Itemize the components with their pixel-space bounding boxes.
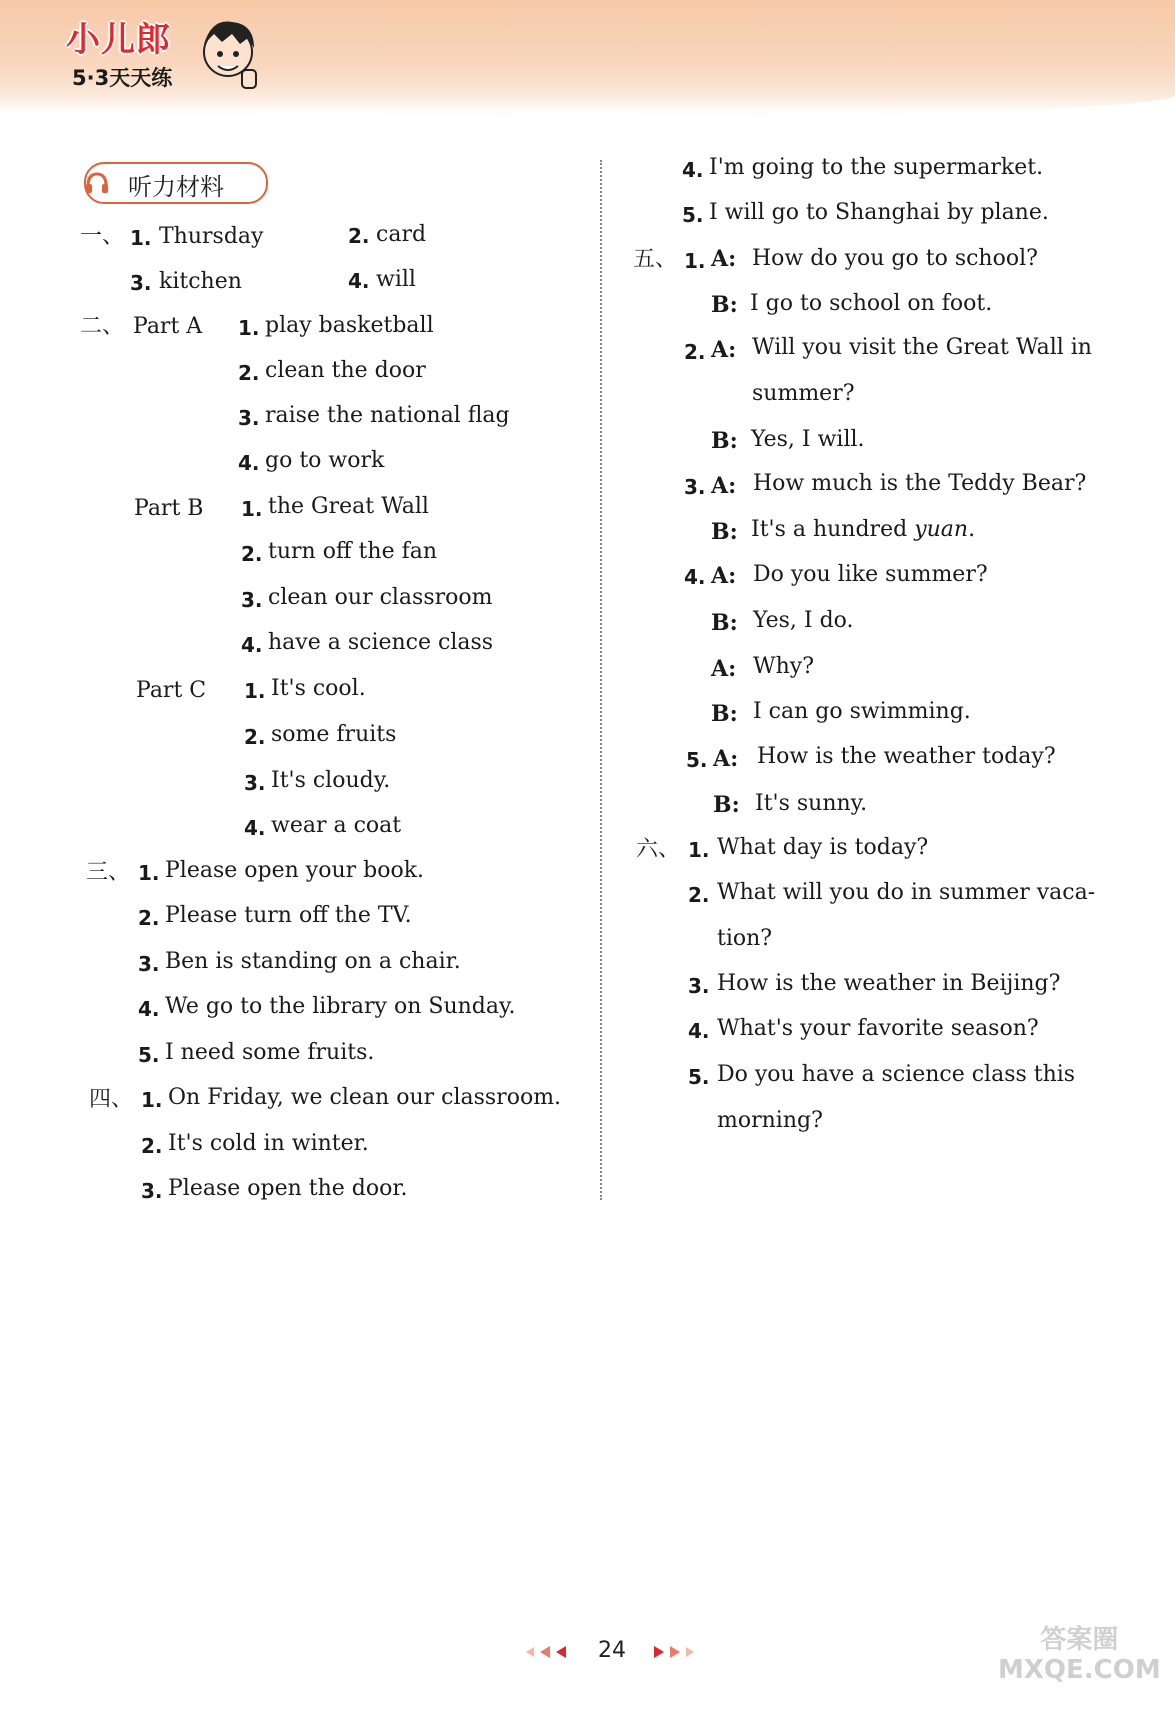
item-text: I'm going to the supermarket. (709, 155, 1044, 180)
column-divider (600, 160, 602, 1200)
item-number: 3. (688, 974, 710, 998)
item-number: 5. (138, 1043, 160, 1067)
speaker-label: A: (711, 246, 737, 272)
item-number: 2. (238, 361, 260, 385)
item-number: 4. (241, 633, 263, 657)
item-text: the Great Wall (268, 494, 429, 519)
logo-title: 小儿郎 (66, 20, 171, 60)
item-text: We go to the library on Sunday. (165, 994, 516, 1019)
speaker-label: A: (711, 563, 737, 589)
speaker-label: A: (711, 337, 737, 363)
section-marker: 四、 (89, 1087, 134, 1112)
section-marker: 六、 (636, 837, 681, 862)
item-number: 4. (682, 158, 704, 182)
item-text: It's cold in winter. (168, 1131, 369, 1156)
page-number: 24 (598, 1638, 626, 1663)
logo-subtitle: 5·3天天练 (72, 66, 173, 90)
item-number: 4. (688, 1019, 710, 1043)
dialogue-text: Will you visit the Great Wall in (752, 335, 1092, 360)
item-text: turn off the fan (268, 539, 438, 564)
speaker-label: A: (711, 656, 737, 682)
dialogue-text: How much is the Teddy Bear? (753, 471, 1087, 496)
speaker-label: B: (711, 610, 738, 636)
dialogue-text: It's a hundred (751, 517, 908, 542)
speaker-label: B: (713, 792, 740, 818)
item-text: raise the national flag (265, 403, 510, 428)
item-text: card (376, 222, 427, 247)
dialogue-text: Yes, I will. (751, 427, 865, 452)
speaker-label: A: (711, 473, 737, 499)
item-text: clean our classroom (268, 585, 493, 610)
item-number: 5. (688, 1065, 710, 1089)
part-label: Part C (136, 678, 207, 703)
item-number: 3. (238, 406, 260, 430)
sentence-end: . (968, 517, 976, 542)
part-label: Part B (134, 496, 204, 521)
item-number: 5. (682, 203, 704, 227)
item-number: 4. (238, 451, 260, 475)
item-number: 1. (141, 1088, 163, 1112)
item-text: I need some fruits. (165, 1040, 375, 1065)
item-number: 4. (348, 269, 370, 293)
item-number: 1. (238, 316, 260, 340)
dialogue-text: How is the weather today? (757, 744, 1056, 769)
dialogue-text: Yes, I do. (753, 608, 854, 633)
item-number: 3. (141, 1179, 163, 1203)
watermark-line: 答案圈 (1040, 1625, 1119, 1655)
dialogue-text: I can go swimming. (753, 699, 971, 724)
item-number: 5. (686, 748, 708, 772)
item-text: Please open the door. (168, 1176, 408, 1201)
item-number: 1. (241, 497, 263, 521)
item-text: What will you do in summer vaca- (717, 880, 1096, 905)
item-number: 3. (684, 475, 706, 499)
watermark (998, 1625, 1161, 1685)
item-text: What's your favorite season? (717, 1016, 1039, 1041)
section-tag-label: 听力材料 (128, 173, 224, 201)
section-marker: 一、 (80, 224, 125, 249)
dialogue-text: It's sunny. (755, 791, 868, 816)
headphones-icon (84, 170, 110, 196)
item-text: Please turn off the TV. (165, 903, 412, 928)
header-band (0, 0, 1175, 115)
dialogue-text: How do you go to school? (752, 246, 1038, 271)
dialogue-text-cont: summer? (752, 381, 855, 406)
item-number: 1. (244, 679, 266, 703)
watermark-line: MXQE.COM (998, 1655, 1161, 1685)
item-number: 2. (241, 542, 263, 566)
item-number: 2. (688, 883, 710, 907)
item-text: What day is today? (717, 835, 929, 860)
item-number: 2. (684, 340, 706, 364)
item-text: have a science class (268, 630, 494, 655)
speaker-label: B: (711, 701, 738, 727)
item-number: 1. (138, 861, 160, 885)
speaker-label: B: (711, 292, 738, 318)
item-text: It's cool. (271, 676, 366, 701)
item-text: wear a coat (271, 813, 402, 838)
item-text: Ben is standing on a chair. (165, 949, 461, 974)
item-text: How is the weather in Beijing? (717, 971, 1061, 996)
mascot-boy-icon (192, 14, 264, 94)
item-number: 2. (244, 725, 266, 749)
speaker-label: B: (711, 428, 738, 454)
item-text: It's cloudy. (271, 768, 391, 793)
section-marker: 三、 (86, 860, 131, 885)
item-text-cont: morning? (717, 1108, 823, 1133)
dialogue-text: Why? (753, 654, 815, 679)
item-text: Do you have a science class this (717, 1062, 1076, 1087)
item-text: kitchen (159, 269, 242, 294)
item-number: 4. (684, 565, 706, 589)
speaker-label: A: (713, 746, 739, 772)
item-text: I will go to Shanghai by plane. (709, 200, 1049, 225)
item-text: play basketball (265, 313, 434, 338)
item-number: 2. (348, 224, 370, 248)
item-number: 4. (138, 997, 160, 1021)
item-number: 2. (138, 906, 160, 930)
item-text: will (376, 267, 416, 292)
speaker-label: B: (711, 519, 738, 545)
item-number: 1. (684, 249, 706, 273)
item-text: On Friday, we clean our classroom. (168, 1085, 562, 1110)
section-marker: 五、 (633, 247, 678, 272)
item-number: 1. (688, 838, 710, 862)
item-number: 3. (130, 271, 152, 295)
item-number: 1. (130, 226, 152, 250)
section-marker: 二、 (80, 314, 125, 339)
item-text: Thursday (159, 224, 264, 249)
item-number: 3. (244, 771, 266, 795)
italic-word: yuan (914, 517, 969, 542)
item-number: 2. (141, 1134, 163, 1158)
dialogue-text: Do you like summer? (753, 562, 988, 587)
item-number: 4. (244, 816, 266, 840)
item-number: 3. (138, 952, 160, 976)
dialogue-line (751, 517, 975, 543)
part-label: Part A (133, 314, 203, 339)
item-text: some fruits (271, 722, 397, 747)
item-text-cont: tion? (717, 926, 773, 951)
item-text: go to work (265, 448, 385, 473)
item-text: clean the door (265, 358, 426, 383)
item-text: Please open your book. (165, 858, 425, 883)
item-number: 3. (241, 588, 263, 612)
dialogue-text: I go to school on foot. (750, 291, 993, 316)
